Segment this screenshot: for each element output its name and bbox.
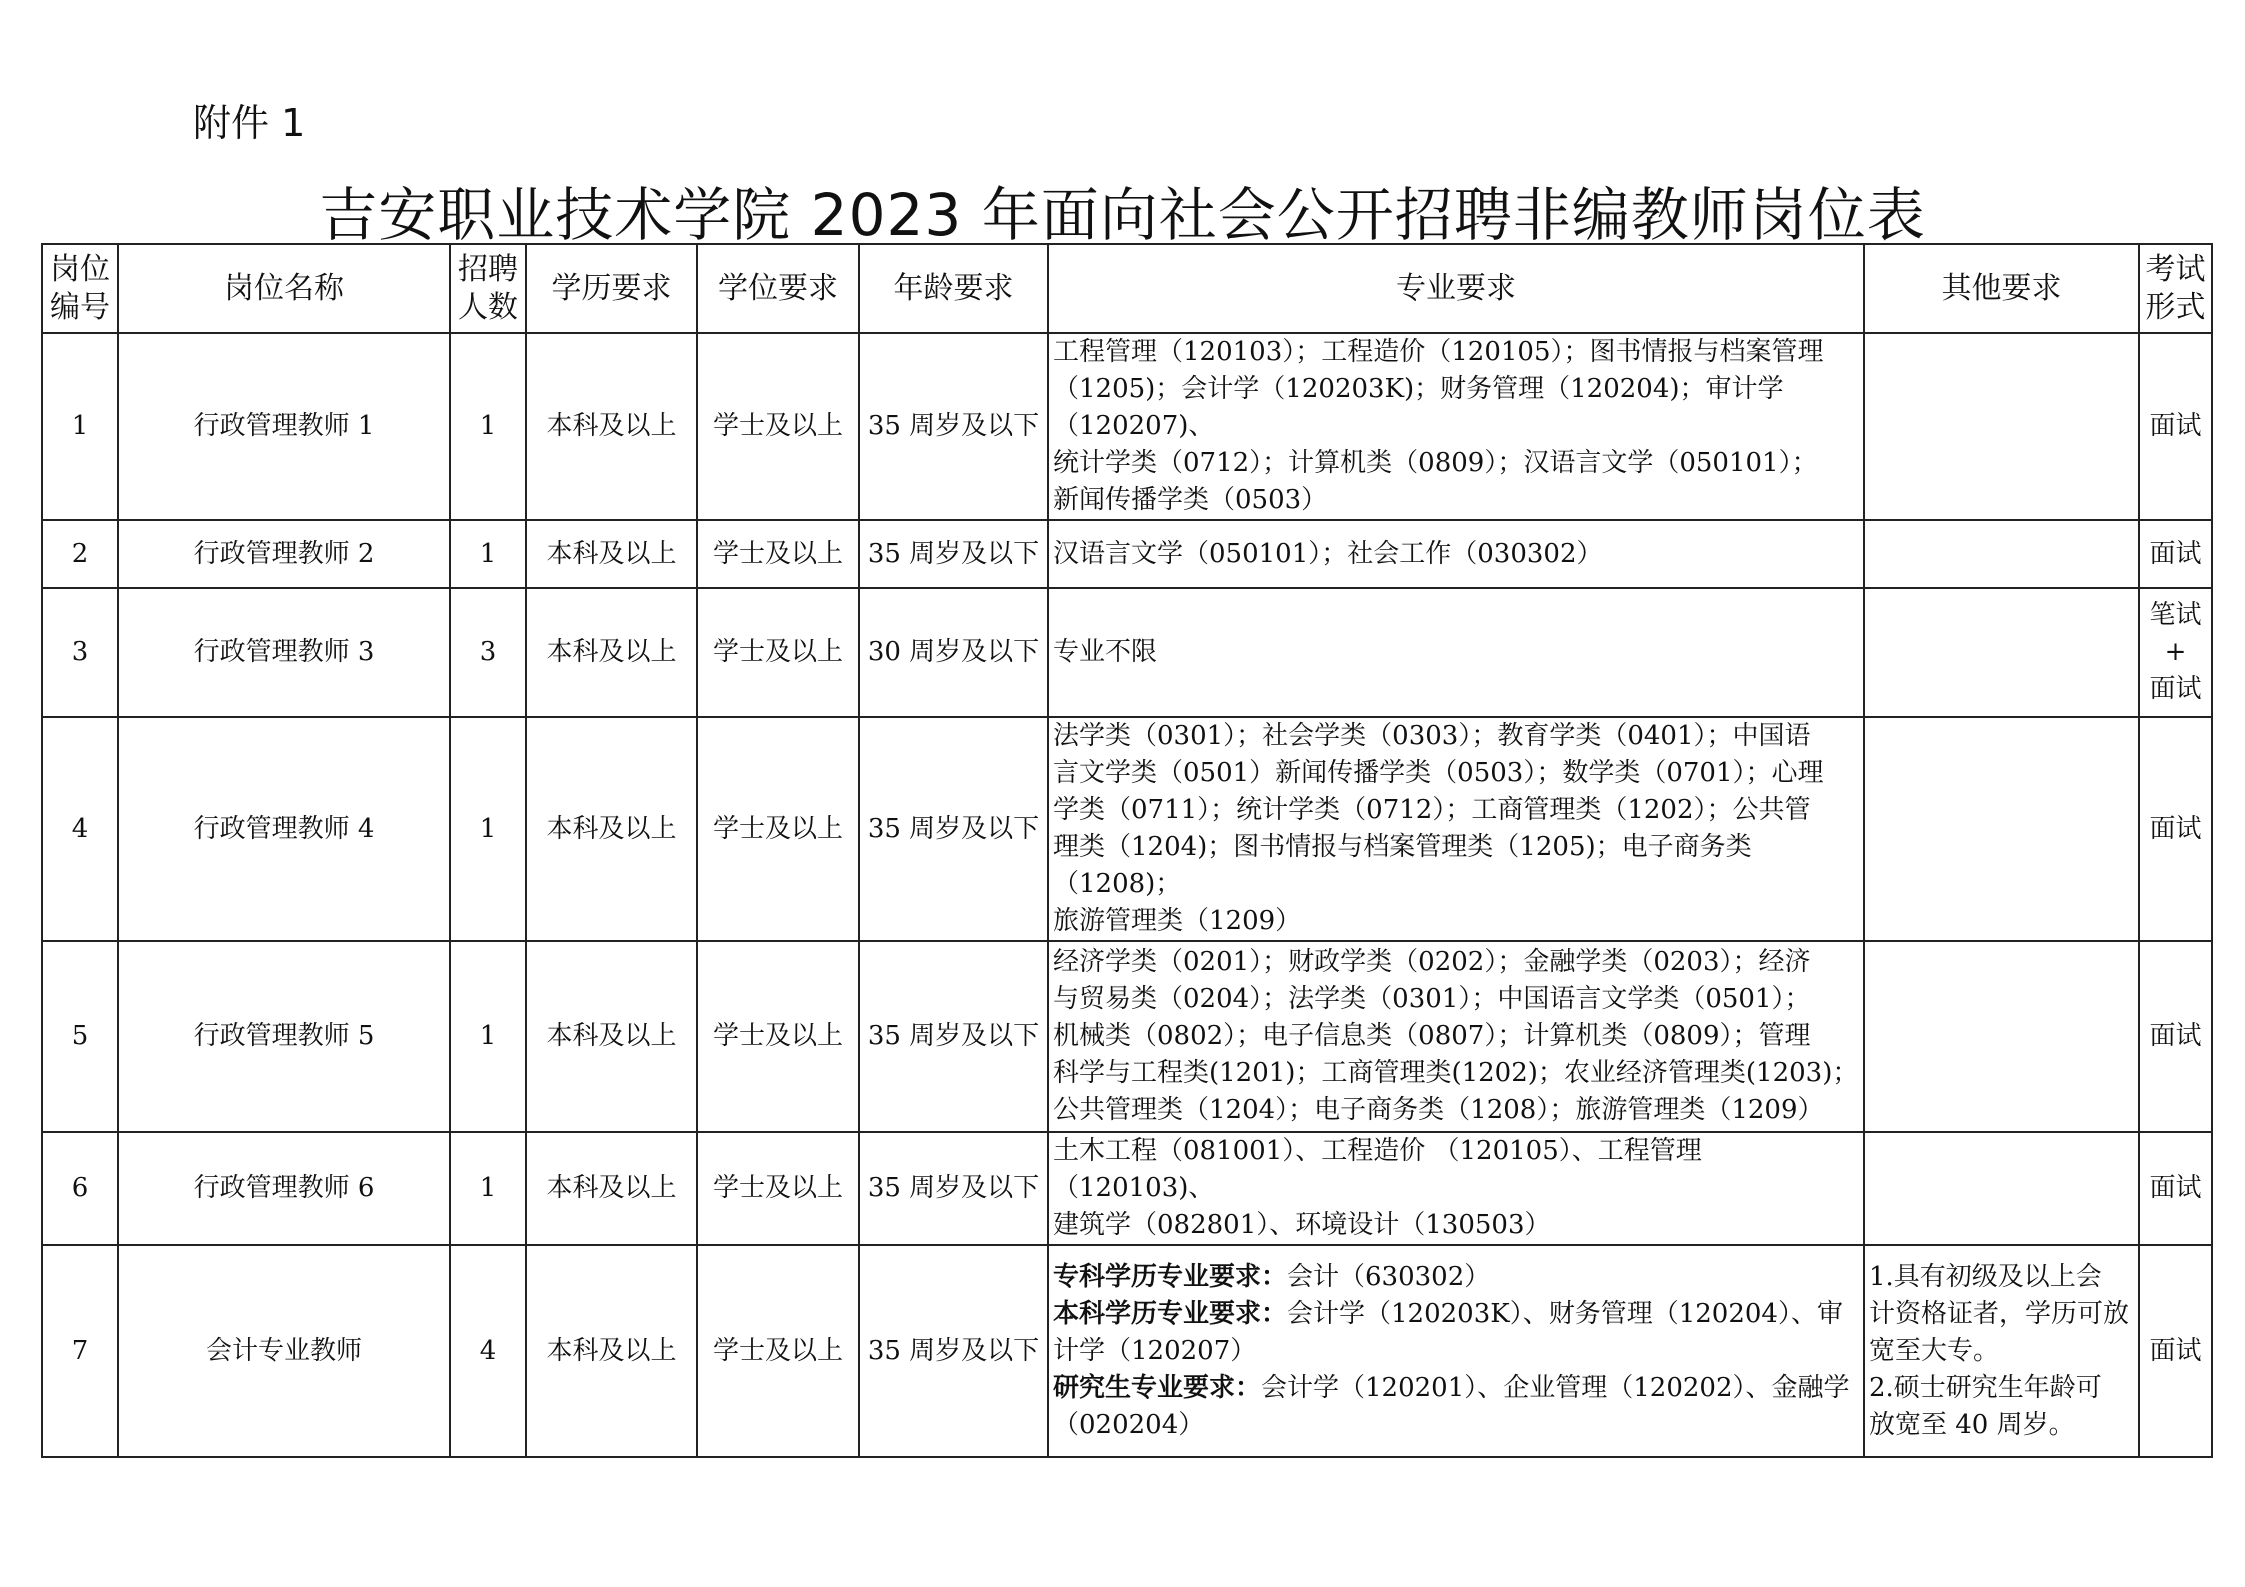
cell-education: 本科及以上 xyxy=(526,588,697,717)
cell-exam: 笔试 + 面试 xyxy=(2139,588,2212,717)
cell-name: 行政管理教师 5 xyxy=(118,941,450,1132)
cell-education: 本科及以上 xyxy=(526,333,697,520)
header-row xyxy=(42,244,2212,333)
cell-name: 会计专业教师 xyxy=(118,1245,450,1457)
header-code: 岗位 编号 xyxy=(42,244,118,333)
cell-exam: 面试 xyxy=(2139,717,2212,941)
cell-code: 1 xyxy=(42,333,118,520)
cell-code: 6 xyxy=(42,1132,118,1245)
cell-name: 行政管理教师 3 xyxy=(118,588,450,717)
header-name: 岗位名称 xyxy=(118,244,450,333)
major-block-junior: 专科学历专业要求：会计（630302） xyxy=(1053,1261,1491,1292)
cell-other: 1.具有初级及以上会 计资格证者，学历可放 宽至大专。 2.硕士研究生年龄可 放宽至 40 周岁。 xyxy=(1864,1245,2139,1457)
table-row xyxy=(42,333,2212,520)
cell-exam: 面试 xyxy=(2139,941,2212,1132)
major-block-graduate: 研究生专业要求：会计学（120201）、企业管理（120202）、金融学（020204） xyxy=(1053,1372,1850,1440)
cell-major: 法学类（0301）；社会学类（0303）；教育学类（0401）；中国语 言文学类（0501）新闻传播学类（0503）；数学类（0701）；心理 学类（0711）；统计学类（0712）；工商管理类（1202）；公共管 理类（1204)；图书情报与档案管理类（1205)；电子商务类（1208)； 旅游管理类（1209） xyxy=(1048,717,1864,941)
header-exam: 考试 形式 xyxy=(2139,244,2212,333)
table-row xyxy=(42,717,2212,941)
cell-age: 35 周岁及以下 xyxy=(859,333,1048,520)
header-education: 学历要求 xyxy=(526,244,697,333)
cell-name: 行政管理教师 6 xyxy=(118,1132,450,1245)
cell-degree: 学士及以上 xyxy=(697,1245,859,1457)
cell-count: 1 xyxy=(450,717,526,941)
table-row xyxy=(42,520,2212,588)
cell-other xyxy=(1864,333,2139,520)
page-title: 吉安职业技术学院 2023 年面向社会公开招聘非编教师岗位表 xyxy=(319,181,1926,249)
table-row xyxy=(42,588,2212,717)
table-row xyxy=(42,1132,2212,1245)
cell-age: 35 周岁及以下 xyxy=(859,717,1048,941)
cell-age: 35 周岁及以下 xyxy=(859,1132,1048,1245)
header-count: 招聘 人数 xyxy=(450,244,526,333)
cell-other xyxy=(1864,520,2139,588)
cell-other xyxy=(1864,717,2139,941)
cell-count: 3 xyxy=(450,588,526,717)
cell-name: 行政管理教师 2 xyxy=(118,520,450,588)
cell-name: 行政管理教师 4 xyxy=(118,717,450,941)
cell-education: 本科及以上 xyxy=(526,1245,697,1457)
cell-degree: 学士及以上 xyxy=(697,1132,859,1245)
cell-degree: 学士及以上 xyxy=(697,520,859,588)
cell-exam: 面试 xyxy=(2139,1245,2212,1457)
header-age: 年龄要求 xyxy=(859,244,1048,333)
cell-count: 4 xyxy=(450,1245,526,1457)
cell-major: 土木工程（081001）、工程造价 （120105）、工程管理（120103)、 建筑学（082801）、环境设计（130503） xyxy=(1048,1132,1864,1245)
header-degree: 学位要求 xyxy=(697,244,859,333)
cell-exam: 面试 xyxy=(2139,520,2212,588)
cell-education: 本科及以上 xyxy=(526,1132,697,1245)
cell-degree: 学士及以上 xyxy=(697,588,859,717)
cell-count: 1 xyxy=(450,333,526,520)
attachment-label: 附件 1 xyxy=(193,101,306,145)
cell-education: 本科及以上 xyxy=(526,717,697,941)
header-major: 专业要求 xyxy=(1048,244,1864,333)
cell-education: 本科及以上 xyxy=(526,520,697,588)
cell-code: 3 xyxy=(42,588,118,717)
cell-exam: 面试 xyxy=(2139,1132,2212,1245)
cell-code: 4 xyxy=(42,717,118,941)
cell-major: 汉语言文学（050101）；社会工作（030302） xyxy=(1048,520,1864,588)
cell-count: 1 xyxy=(450,941,526,1132)
cell-major: 专业不限 xyxy=(1048,588,1864,717)
cell-major: 经济学类（0201）；财政学类（0202）；金融学类（0203）；经济 与贸易类（0204）；法学类（0301）；中国语言文学类（0501）； 机械类（0802）；电子信息类（0807）；计算机类（0809）；管理 科学与工程类(1201)；工商管理类(1202)；农业经济管理类(1203)； 公共管理类（1204）；电子商务类（1208）；旅游管理类（1209） xyxy=(1048,941,1864,1132)
cell-age: 35 周岁及以下 xyxy=(859,520,1048,588)
cell-age: 35 周岁及以下 xyxy=(859,941,1048,1132)
cell-other xyxy=(1864,1132,2139,1245)
cell-other xyxy=(1864,588,2139,717)
cell-name: 行政管理教师 1 xyxy=(118,333,450,520)
major-block-undergrad: 本科学历专业要求：会计学（120203K）、财务管理（120204）、审计学（120207） xyxy=(1053,1298,1843,1366)
cell-exam: 面试 xyxy=(2139,333,2212,520)
cell-education: 本科及以上 xyxy=(526,941,697,1132)
table-row xyxy=(42,1245,2212,1457)
cell-code: 7 xyxy=(42,1245,118,1457)
cell-count: 1 xyxy=(450,1132,526,1245)
cell-degree: 学士及以上 xyxy=(697,941,859,1132)
cell-major xyxy=(1048,1245,1864,1457)
positions-table xyxy=(41,243,2213,1458)
cell-code: 5 xyxy=(42,941,118,1132)
table-row xyxy=(42,941,2212,1132)
cell-age: 35 周岁及以下 xyxy=(859,1245,1048,1457)
cell-count: 1 xyxy=(450,520,526,588)
cell-age: 30 周岁及以下 xyxy=(859,588,1048,717)
header-other: 其他要求 xyxy=(1864,244,2139,333)
cell-other xyxy=(1864,941,2139,1132)
cell-degree: 学士及以上 xyxy=(697,717,859,941)
cell-code: 2 xyxy=(42,520,118,588)
cell-degree: 学士及以上 xyxy=(697,333,859,520)
cell-major: 工程管理（120103）；工程造价（120105）；图书情报与档案管理 （1205)；会计学（120203K)；财务管理（120204)；审计学（120207)、 统计学类（0712）；计算机类（0809）；汉语言文学（050101）； 新闻传播学类（0503） xyxy=(1048,333,1864,520)
